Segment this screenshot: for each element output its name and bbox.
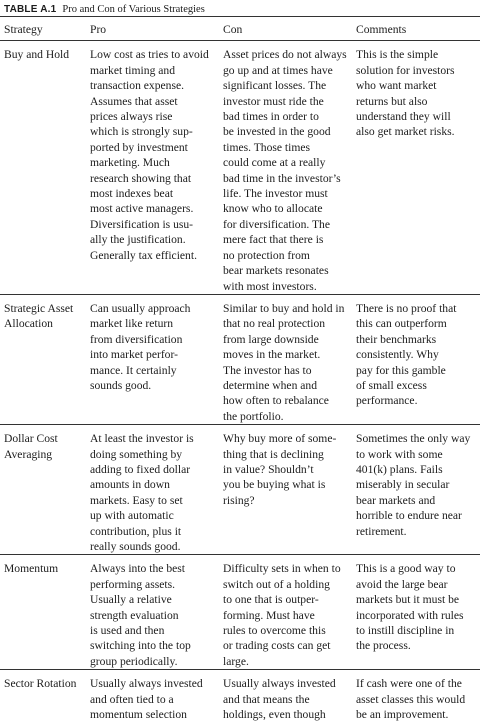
con-text-line: the portfolio. <box>223 409 284 423</box>
con-text-line: forming. Must have <box>223 608 315 622</box>
pro-text-line: ally the justification. <box>90 233 186 247</box>
comments-text-line: returns but also <box>356 94 428 108</box>
pro-text-line: Usually always invested <box>90 677 203 691</box>
strategy-text-line: Strategic Asset <box>4 301 74 315</box>
con-text-line: from large downside <box>223 332 319 346</box>
comments-text-line: avoid the large bear <box>356 577 448 591</box>
pro-cell <box>86 41 219 294</box>
comments-text-line: This is the simple <box>356 48 439 62</box>
con-cell <box>219 670 352 722</box>
con-cell <box>219 425 352 555</box>
con-text-line: determine when and <box>223 378 318 392</box>
pro-text-line: performing assets. <box>90 577 176 591</box>
comments-text-line: consistently. Why <box>356 348 439 362</box>
strategies-table <box>0 22 480 722</box>
strategy-text-line: Averaging <box>4 447 53 461</box>
pro-text-line: which is strongly sup- <box>90 125 193 139</box>
comments-text-line: pay for this gamble <box>356 363 446 377</box>
strategy-text-line: Buy and Hold <box>4 48 70 62</box>
con-text-line: be invested in the good <box>223 125 331 139</box>
comments-text-line: There is no proof that <box>356 301 457 315</box>
pro-text-line: sounds good. <box>90 378 152 392</box>
comments-text-line: their benchmarks <box>356 332 437 346</box>
con-text-line: bad time in the investor’s <box>223 171 341 185</box>
con-text-line: investor must ride the <box>223 94 324 108</box>
pro-text-line: research showing that <box>90 171 192 185</box>
con-text-line: rules to overcome this <box>223 624 326 638</box>
pro-text-line: Always into the best <box>90 562 185 576</box>
con-cell <box>219 294 352 424</box>
comments-text-line: horrible to endure near <box>356 509 462 523</box>
table-row <box>0 294 480 424</box>
strategy-cell <box>0 670 86 722</box>
table-number: TABLE A.1 <box>4 4 57 15</box>
table-header-row <box>0 22 480 41</box>
con-text-line: holdings, even though <box>223 708 326 722</box>
pro-text-line: doing something by <box>90 447 183 461</box>
comments-text-line: Sometimes the only way <box>356 432 471 446</box>
comments-text-line: also get market risks. <box>356 125 455 139</box>
pro-text-line: ported by investment <box>90 140 188 154</box>
header-pro: Pro <box>90 23 107 36</box>
con-text-line: or trading costs can get <box>223 639 331 653</box>
pro-text-line: up with automatic <box>90 509 174 523</box>
con-text-line: switch out of a holding <box>223 577 330 591</box>
table-row <box>0 41 480 294</box>
top-rule <box>0 16 480 17</box>
comments-cell <box>352 294 480 424</box>
con-text-line: life. The investor must <box>223 187 328 201</box>
con-text-line: for diversification. The <box>223 217 330 231</box>
pro-text-line: strength evaluation <box>90 608 179 622</box>
con-text-line: The investor has to <box>223 363 312 377</box>
pro-cell <box>86 294 219 424</box>
strategy-cell <box>0 294 86 424</box>
con-text-line: that no real protection <box>223 317 326 331</box>
strategy-cell <box>0 41 86 294</box>
pro-cell <box>86 555 219 669</box>
comments-text-line: understand they will <box>356 110 451 124</box>
pro-text-line: transaction expense. <box>90 79 185 93</box>
comments-cell <box>352 41 480 294</box>
comments-text-line: miserably in secular <box>356 478 450 492</box>
pro-text-line: contribution, plus it <box>90 524 182 538</box>
comments-text-line: markets but it must be <box>356 593 460 607</box>
table-body <box>0 41 480 722</box>
con-text-line: rising? <box>223 493 255 507</box>
pro-text-line: most indexes beat <box>90 187 174 201</box>
comments-text-line: This is a good way to <box>356 562 456 576</box>
pro-text-line: marketing. Much <box>90 156 170 170</box>
comments-text-line: retirement. <box>356 524 407 538</box>
con-text-line: Why buy more of some- <box>223 432 337 446</box>
comments-text-line: 401(k) plans. Fails <box>356 462 443 476</box>
comments-text-line: the process. <box>356 639 411 653</box>
comments-text-line: performance. <box>356 394 418 408</box>
pro-text-line: Low cost as tries to avoid <box>90 48 209 62</box>
con-cell <box>219 555 352 669</box>
table-title: Pro and Con of Various Strategies <box>62 4 205 15</box>
comments-text-line: this can outperform <box>356 317 447 331</box>
con-text-line: large. <box>223 654 249 668</box>
pro-text-line: is used and then <box>90 624 165 638</box>
con-text-line: bear markets resonates <box>223 264 329 278</box>
comments-text-line: solution for investors <box>356 63 455 77</box>
con-cell <box>219 41 352 294</box>
pro-text-line: Can usually approach <box>90 301 191 315</box>
con-text-line: know who to allocate <box>223 202 323 216</box>
header-con: Con <box>223 23 243 36</box>
con-text-line: Asset prices do not always <box>223 48 347 62</box>
con-text-line: times. Those times <box>223 140 311 154</box>
pro-text-line: markets. Easy to set <box>90 493 183 507</box>
strategy-text-line: Dollar Cost <box>4 432 58 446</box>
comments-text-line: bear markets and <box>356 493 436 507</box>
con-text-line: and that means the <box>223 692 310 706</box>
pro-text-line: Assumes that asset <box>90 94 178 108</box>
con-text-line: to one that is outper- <box>223 593 319 607</box>
pro-text-line: group periodically. <box>90 654 178 668</box>
pro-text-line: adding to fixed dollar <box>90 462 191 476</box>
con-text-line: mere fact that there is <box>223 233 324 247</box>
pro-cell <box>86 670 219 722</box>
con-text-line: how often to rebalance <box>223 394 329 408</box>
con-text-line: with most investors. <box>223 279 317 293</box>
comments-cell <box>352 670 480 722</box>
strategy-cell <box>0 425 86 555</box>
strategy-text-line: Sector Rotation <box>4 677 77 691</box>
comments-text-line: who want market <box>356 79 437 93</box>
comments-text-line: incorporated with rules <box>356 608 464 622</box>
comments-text-line: be an improvement. <box>356 708 449 722</box>
pro-text-line: market like return <box>90 317 174 331</box>
pro-cell <box>86 425 219 555</box>
con-text-line: significant losses. The <box>223 79 327 93</box>
pro-text-line: prices always rise <box>90 110 173 124</box>
strategy-text-line: Momentum <box>4 562 59 576</box>
comments-text-line: of small excess <box>356 378 427 392</box>
pro-text-line: Diversification is usu- <box>90 217 194 231</box>
header-strategy: Strategy <box>4 23 43 36</box>
pro-text-line: Generally tax efficient. <box>90 248 197 262</box>
con-text-line: bad times in order to <box>223 110 319 124</box>
con-text-line: thing that is declining <box>223 447 324 461</box>
comments-text-line: If cash were one of the <box>356 677 462 691</box>
pro-text-line: At least the investor is <box>90 432 194 446</box>
strategy-cell <box>0 555 86 669</box>
con-text-line: in value? Shouldn’t <box>223 462 314 476</box>
header-comments: Comments <box>356 23 407 36</box>
table-row <box>0 425 480 555</box>
pro-text-line: switching into the top <box>90 639 191 653</box>
table-caption <box>4 3 205 16</box>
con-text-line: moves in the market. <box>223 348 321 362</box>
pro-text-line: most active managers. <box>90 202 194 216</box>
comments-text-line: to instill discipline in <box>356 624 455 638</box>
con-text-line: go up and at times have <box>223 63 333 77</box>
table-row <box>0 670 480 722</box>
con-text-line: you be buying what is <box>223 478 326 492</box>
strategy-text-line: Allocation <box>4 317 53 331</box>
comments-cell <box>352 555 480 669</box>
pro-text-line: Usually a relative <box>90 593 172 607</box>
pro-text-line: really sounds good. <box>90 540 181 553</box>
pro-text-line: and often tied to a <box>90 692 174 706</box>
con-text-line: Usually always invested <box>223 677 336 691</box>
pro-text-line: amounts in down <box>90 478 170 492</box>
pro-text-line: from diversification <box>90 332 183 346</box>
table-row <box>0 555 480 669</box>
comments-text-line: to work with some <box>356 447 443 461</box>
con-text-line: Difficulty sets in when to <box>223 562 341 576</box>
comments-cell <box>352 425 480 555</box>
con-text-line: Similar to buy and hold in <box>223 301 345 315</box>
pro-text-line: market timing and <box>90 63 176 77</box>
con-text-line: could come at a really <box>223 156 326 170</box>
pro-text-line: mance. It certainly <box>90 363 177 377</box>
con-text-line: no protection from <box>223 248 310 262</box>
pro-text-line: momentum selection <box>90 708 187 722</box>
pro-text-line: into market perfor- <box>90 348 178 362</box>
comments-text-line: asset classes this would <box>356 692 466 706</box>
